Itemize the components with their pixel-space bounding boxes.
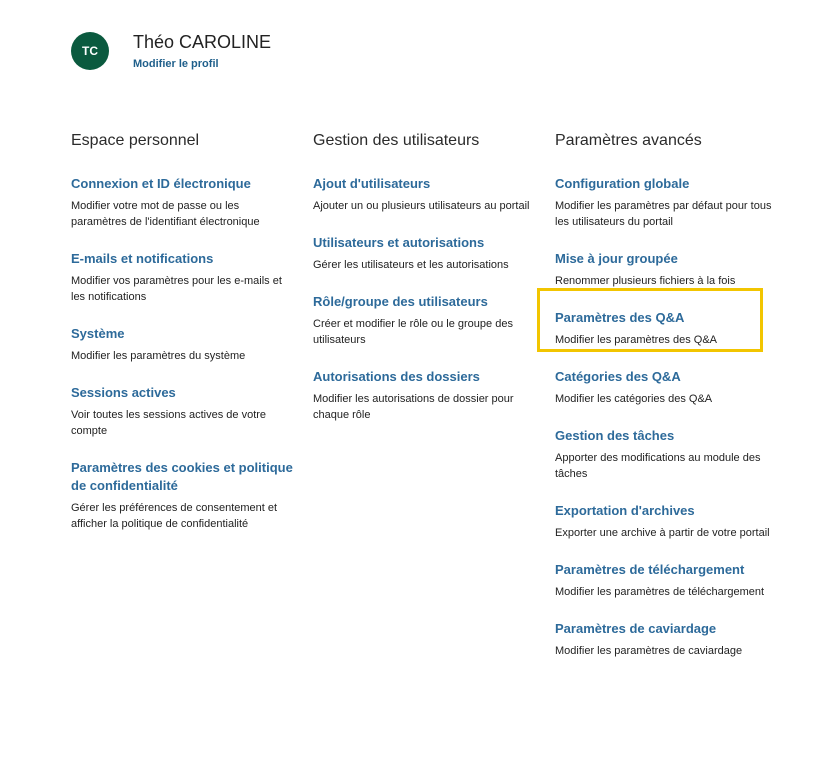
profile-header — [71, 31, 271, 72]
settings-item-highlighted — [555, 309, 777, 348]
item-description: Modifier les paramètres de caviardage — [555, 645, 743, 657]
item-description: Ajouter un ou plusieurs utilisateurs au portail — [313, 200, 530, 212]
settings-item — [555, 175, 777, 230]
profile-info — [133, 31, 271, 72]
item-description: Voir toutes les sessions actives de votre compte — [71, 409, 267, 437]
parametres-telechargement-link[interactable]: Paramètres de téléchargement — [555, 562, 745, 577]
emails-notifications-link[interactable]: E-mails et notifications — [71, 251, 214, 266]
settings-item — [313, 293, 535, 348]
categories-qa-link[interactable]: Catégories des Q&A — [555, 369, 681, 384]
profile-name: Théo CAROLINE — [133, 32, 272, 52]
settings-item — [555, 620, 777, 659]
item-description: Modifier les autorisations de dossier pour chaque rôle — [313, 393, 514, 421]
parametres-caviardage-link[interactable]: Paramètres de caviardage — [555, 621, 717, 636]
item-description: Modifier les paramètres des Q&A — [555, 334, 718, 346]
settings-item — [555, 368, 777, 407]
settings-item — [313, 368, 535, 423]
exportation-archives-link[interactable]: Exportation d'archives — [555, 503, 695, 518]
configuration-globale-link[interactable]: Configuration globale — [555, 176, 690, 191]
role-groupe-link[interactable]: Rôle/groupe des utilisateurs — [313, 294, 488, 309]
item-description: Exporter une archive à partir de votre portail — [555, 527, 770, 539]
column-title: Espace personnel — [71, 132, 200, 149]
item-description: Renommer plusieurs fichiers à la fois — [555, 275, 736, 287]
column-gestion-utilisateurs — [313, 131, 535, 443]
settings-item — [555, 427, 777, 482]
mise-a-jour-groupee-link[interactable]: Mise à jour groupée — [555, 251, 678, 266]
gestion-taches-link[interactable]: Gestion des tâches — [555, 428, 675, 443]
item-description: Modifier les paramètres de téléchargement — [555, 586, 765, 598]
systeme-link[interactable]: Système — [71, 326, 125, 341]
parametres-qa-link[interactable]: Paramètres des Q&A — [555, 310, 685, 325]
settings-item — [71, 459, 293, 532]
sessions-actives-link[interactable]: Sessions actives — [71, 385, 176, 400]
ajout-utilisateurs-link[interactable]: Ajout d'utilisateurs — [313, 176, 431, 191]
settings-item — [71, 250, 293, 305]
column-title: Paramètres avancés — [555, 132, 702, 149]
settings-item — [71, 175, 293, 230]
autorisations-dossiers-link[interactable]: Autorisations des dossiers — [313, 369, 480, 384]
connexion-id-link[interactable]: Connexion et ID électronique — [71, 176, 251, 191]
item-description: Modifier les paramètres du système — [71, 350, 246, 362]
item-description: Gérer les préférences de consentement et afficher la politique de confidentialité — [71, 502, 278, 530]
item-description: Gérer les utilisateurs et les autorisations — [313, 259, 509, 271]
item-description: Modifier vos paramètres pour les e-mails et les notifications — [71, 275, 282, 303]
settings-item — [313, 234, 535, 273]
settings-item — [555, 561, 777, 600]
item-description: Créer et modifier le rôle ou le groupe des utilisateurs — [313, 318, 513, 346]
column-espace-personnel — [71, 131, 293, 552]
utilisateurs-autorisations-link[interactable]: Utilisateurs et autorisations — [313, 235, 485, 250]
settings-item — [555, 502, 777, 541]
edit-profile-link[interactable]: Modifier le profil — [133, 58, 219, 70]
cookies-confidentialite-link[interactable]: Paramètres des cookies et politique de confidentialité — [71, 460, 293, 493]
settings-item — [313, 175, 535, 214]
settings-item — [71, 325, 293, 364]
column-title: Gestion des utilisateurs — [313, 132, 480, 149]
column-parametres-avances — [555, 131, 777, 679]
item-description: Modifier les catégories des Q&A — [555, 393, 713, 405]
item-description: Modifier votre mot de passe ou les paramètres de l'identifiant électronique — [71, 200, 260, 228]
item-description: Modifier les paramètres par défaut pour tous les utilisateurs du portail — [555, 200, 772, 228]
settings-item — [71, 384, 293, 439]
settings-item — [555, 250, 777, 289]
item-description: Apporter des modifications au module des tâches — [555, 452, 761, 480]
avatar[interactable]: TC — [71, 32, 109, 70]
